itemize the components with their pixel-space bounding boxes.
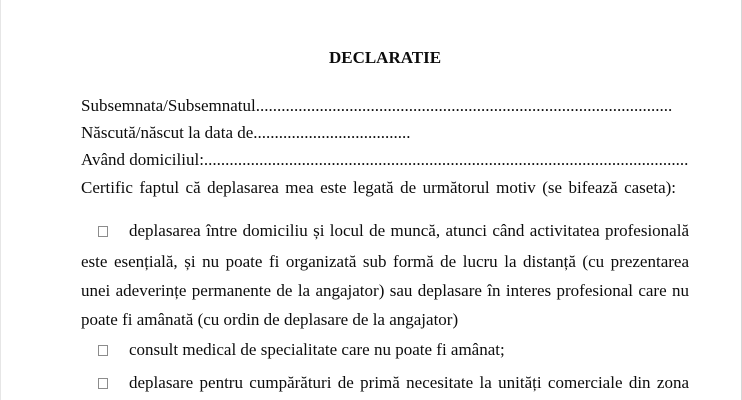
checkbox-reason-work[interactable]	[98, 226, 108, 237]
field-address-label: Având domiciliul:	[81, 150, 204, 169]
field-birth-blank: .....................................	[253, 123, 411, 142]
field-address-blank: ..................................................................................................................	[203, 150, 689, 169]
reason-medical-line: consult medical de specialitate care nu poate fi amânat;	[129, 340, 505, 359]
field-name-line	[81, 96, 693, 116]
field-birth-line	[81, 123, 693, 143]
document-title: DECLARATIE	[328, 48, 442, 67]
field-birth-label: Născută/născut la data de	[81, 123, 254, 142]
field-name-label: Subsemnata/Subsemnatul	[81, 96, 256, 115]
field-address-line	[81, 150, 693, 170]
reason-work-line: poate fi amânată (cu ordin de deplasare de la angajator)	[81, 310, 459, 329]
field-name-blank: ..................................................................................................	[255, 96, 673, 115]
reason-work-line: este esențială, și nu poate fi organizată sub formă de lucru la distanță (cu prezentarea	[81, 252, 689, 271]
reason-work-line: deplasarea între domiciliu și locul de muncă, atunci când activitatea profesională	[129, 221, 689, 240]
reason-shopping-line: deplasare pentru cumpărături de primă necesitate la unități comerciale din zona	[129, 373, 689, 392]
checkbox-reason-shopping[interactable]	[98, 378, 108, 389]
checkbox-reason-medical[interactable]	[98, 345, 108, 356]
reason-work-line: unei adeverințe permanente de la angajator) sau deplasare în interes profesional care nu	[81, 281, 689, 300]
intro-text: Certific faptul că deplasarea mea este legată de următorul motiv (se bifează caseta):	[81, 178, 676, 197]
